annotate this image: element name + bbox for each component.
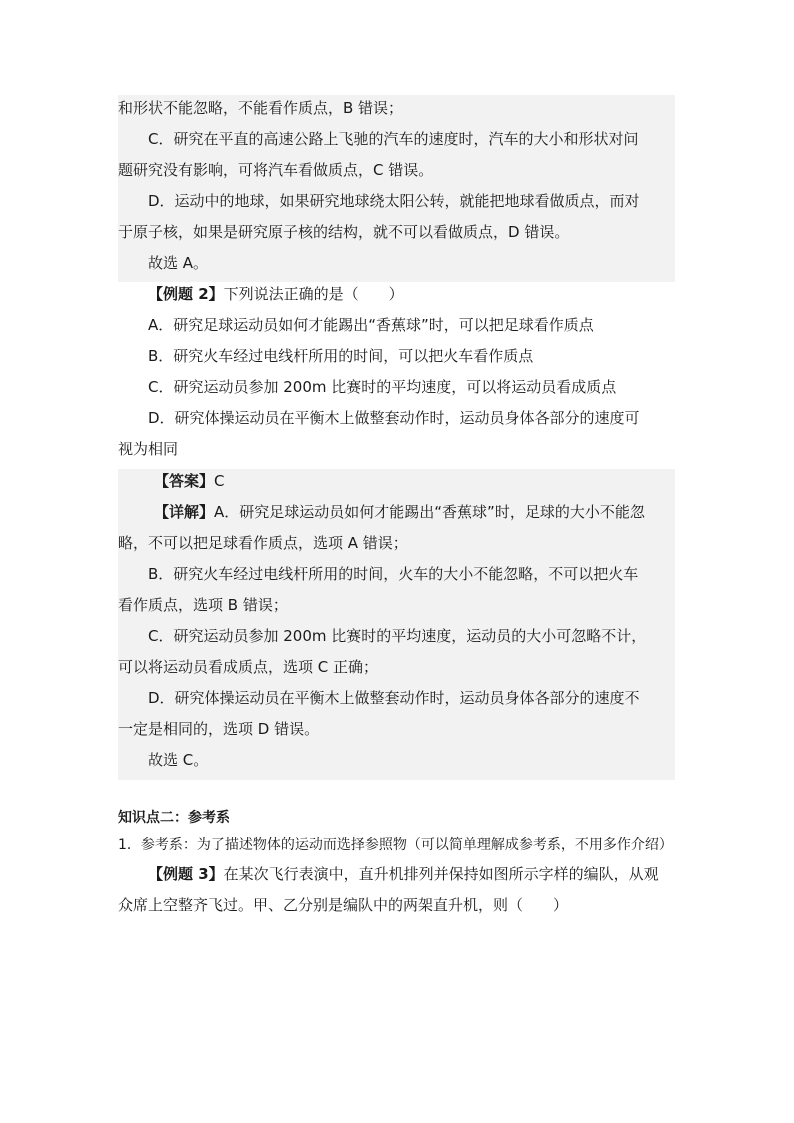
example-3-question (118, 864, 705, 884)
example-label: 【例题 3】 (148, 865, 224, 883)
text-line: 于原子核，如果是研究原子核的结构，就不可以看做质点，D 错误。 (118, 223, 570, 241)
option-a: A．研究足球运动员如何才能踢出“香蕉球”时，可以把足球看作质点 (148, 316, 594, 334)
example-2-question (118, 284, 705, 304)
option-d: D．研究体操运动员在平衡木上做整套动作时，运动员身体各部分的速度可 (148, 409, 640, 427)
answer-label: 【答案】 (154, 472, 215, 490)
text-line: 一定是相同的，选项 D 错误。 (118, 720, 320, 738)
text-line: 故选 C。 (148, 751, 209, 769)
question-text-continued: 众席上空整齐飞过。甲、乙分别是编队中的两架直升机，则（ ） (118, 896, 569, 914)
option-b: B．研究火车经过电线杆所用的时间，可以把火车看作质点 (148, 347, 534, 365)
definition-line: 1．参考系：为了描述物体的运动而选择参照物（可以简单理解成参考系，不用多作介绍） (118, 837, 673, 853)
detail-label: 【详解】 (154, 503, 215, 521)
text-line: 题研究没有影响，可将汽车看做质点，C 错误。 (118, 161, 434, 179)
text-line: 可以将运动员看成质点，选项 C 正确； (118, 658, 379, 676)
text-line: C．研究运动员参加 200m 比赛时的平均速度，运动员的大小可忽略不计， (148, 627, 647, 645)
text-line: C．研究在平直的高速公路上飞驰的汽车的速度时，汽车的大小和形状对问 (148, 130, 639, 148)
text-line: D．研究体操运动员在平衡木上做整套动作时，运动员身体各部分的速度不 (148, 689, 640, 707)
answer-value: C (214, 472, 225, 490)
answer-line (118, 471, 711, 491)
section-heading: 知识点二：参考系 (118, 810, 230, 826)
example-label: 【例题 2】 (148, 285, 224, 303)
question-text: 下列说法正确的是（ ） (223, 285, 404, 303)
detail-text: A．研究足球运动员如何才能踢出“香蕉球”时，足球的大小不能忽 (214, 503, 645, 521)
text-line: 看作质点，选项 B 错误； (118, 596, 288, 614)
option-c: C．研究运动员参加 200m 比赛时的平均速度，可以将运动员看成质点 (148, 378, 617, 396)
text-line: 故选 A。 (148, 254, 209, 272)
text-line: 和形状不能忽略，不能看作质点，B 错误； (118, 99, 404, 117)
question-text: 在某次飞行表演中，直升机排列并保持如图所示字样的编队，从观 (223, 865, 659, 883)
text-line: B．研究火车经过电线杆所用的时间，火车的大小不能忽略，不可以把火车 (148, 565, 639, 583)
option-d-continued: 视为相同 (118, 440, 179, 458)
text-line: D．运动中的地球，如果研究地球绕太阳公转，就能把地球看做质点，而对 (148, 192, 640, 210)
detail-line (118, 502, 711, 522)
text-line: 略，不可以把足球看作质点，选项 A 错误； (118, 534, 408, 552)
